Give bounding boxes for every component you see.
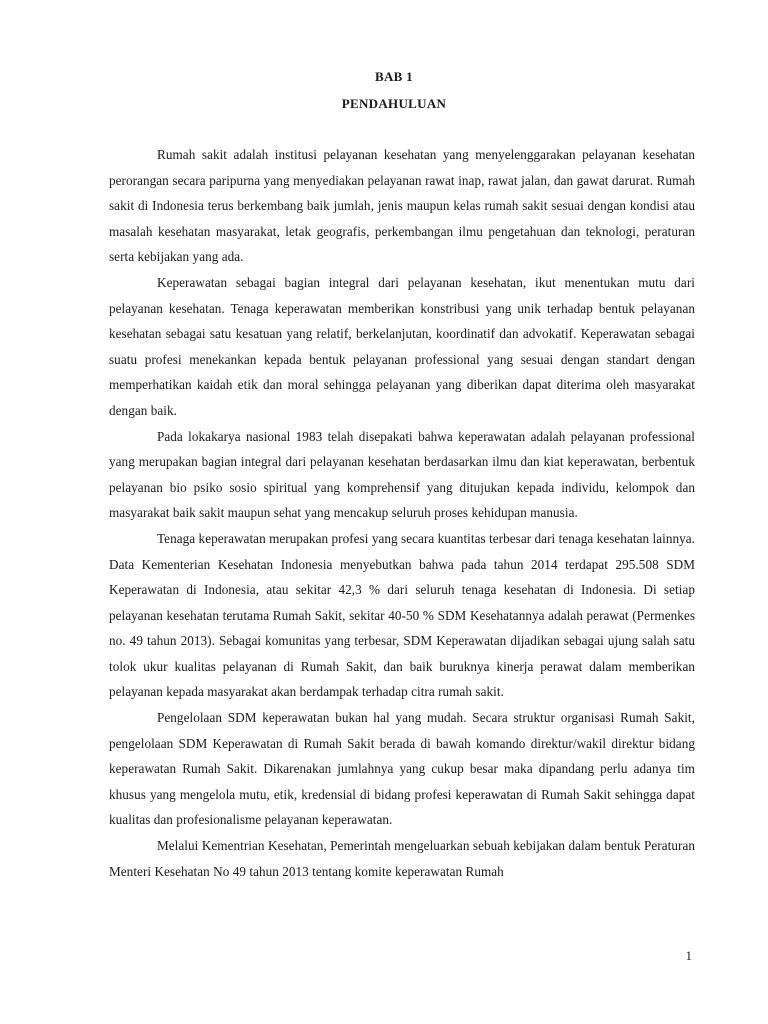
paragraph: Pada lokakarya nasional 1983 telah disepakati bahwa keperawatan adalah pelayanan professional yang merupakan bagian integral dari pelayanan kesehatan berdasarkan ilmu dan kiat keperawatan, berbentuk pelayanan bio psiko sosio spiritual yang komprehensif yang ditujukan kepada individu, kelompok dan masyarakat baik sakit maupun sehat yang mencakup seluruh proses kehidupan manusia. [109, 428, 695, 521]
paragraph: Melalui Kementrian Kesehatan, Pemerintah mengeluarkan sebuah kebijakan dalam bentuk Peraturan Menteri Kesehatan No 49 tahun 2013 tentang komite keperawatan Rumah [109, 838, 695, 879]
paragraph: Pengelolaan SDM keperawatan bukan hal yang mudah. Secara struktur organisasi Rumah Sakit, pengelolaan SDM Keperawatan di Rumah Sakit berada di bawah komando direktur/wakil direktur bidang keperawatan Rumah Sakit. Dikarenakan jumlahnya yang cukup besar maka dipandang perlu adanya tim khusus yang mengelola mutu, etik, kredensial di bidang profesi keperawatan di Rumah Sakit sehingga dapat kualitas dan profesionalisme pelayanan keperawatan. [109, 710, 695, 828]
body-text [109, 142, 695, 884]
paragraph: Tenaga keperawatan merupakan profesi yang secara kuantitas terbesar dari tenaga kesehatan lainnya. Data Kementerian Kesehatan Indonesia menyebutkan bahwa pada tahun 2014 terdapat 295.508 SDM Keperawatan di Indonesia, atau sekitar 42,3 % dari seluruh tenaga kesehatan di Indonesia. Di setiap pelayanan kesehatan terutama Rumah Sakit, sekitar 40-50 % SDM Kesehatannya adalah perawat (Permenkes no. 49 tahun 2013). Sebagai komunitas yang terbesar, SDM Keperawatan dijadikan sebagai ujung salah satu tolok ukur kualitas pelayanan di Rumah Sakit, dan baik buruknya kinerja perawat dalam memberikan pelayanan kepada masyarakat akan berdampak terhadap citra rumah sakit. [109, 530, 695, 700]
chapter-title: PENDAHULUAN [341, 96, 447, 111]
paragraph: Keperawatan sebagai bagian integral dari pelayanan kesehatan, ikut menentukan mutu dari pelayanan kesehatan. Tenaga keperawatan memberikan konstribusi yang unik terhadap bentuk pelayanan kesehatan sebagai satu kesatuan yang relatif, berkelanjutan, koordinatif dan advokatif. Keperawatan sebagai suatu profesi menekankan kepada bentuk pelayanan professional yang sesuai dengan standart dengan memperhatikan kaidah etik dan moral sehingga pelayanan yang diberikan dapat diterima oleh masyarakat dengan baik. [109, 274, 695, 418]
paragraph: Rumah sakit adalah institusi pelayanan kesehatan yang menyelenggarakan pelayanan kesehatan perorangan secara paripurna yang menyediakan pelayanan rawat inap, rawat jalan, dan gawat darurat. Rumah sakit di Indonesia terus berkembang baik jumlah, jenis maupun kelas rumah sakit sesuai dengan kondisi atau masalah kesehatan masyarakat, letak geografis, perkembangan ilmu pengetahuan dan teknologi, peraturan serta kebijakan yang ada. [109, 147, 695, 265]
page-number: 1 [685, 948, 692, 963]
chapter-heading: BAB 1 [375, 69, 413, 84]
